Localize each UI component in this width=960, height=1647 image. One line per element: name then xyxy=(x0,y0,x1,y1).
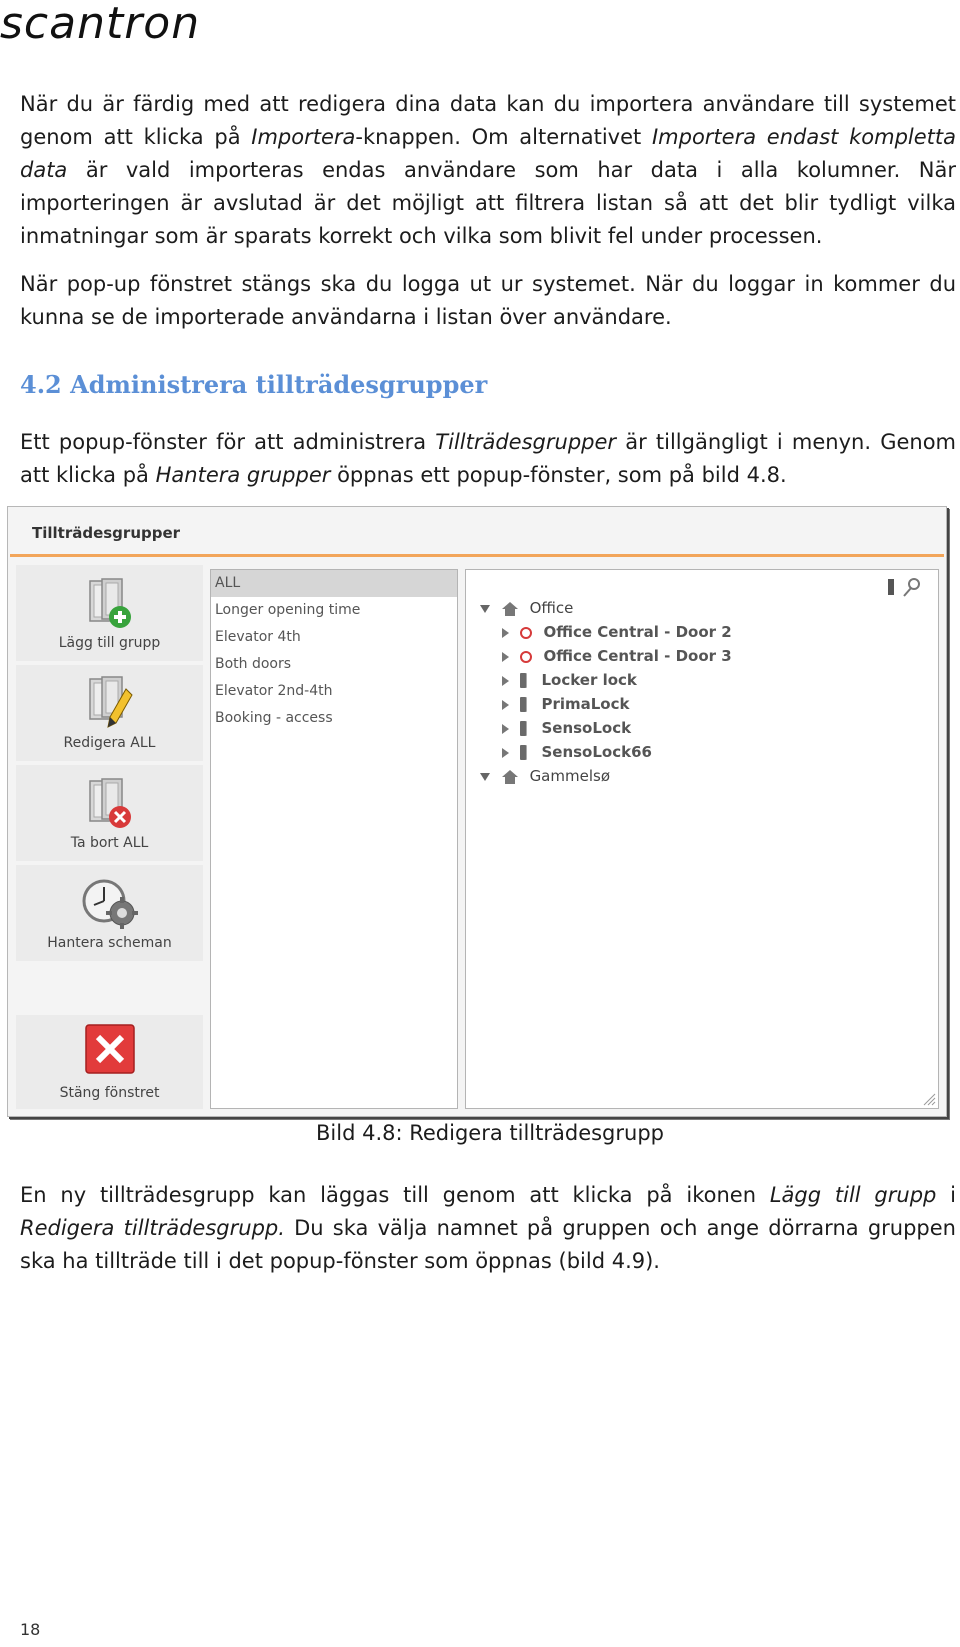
group-item[interactable]: ALL xyxy=(211,570,457,597)
tree-node-door[interactable] xyxy=(502,716,631,740)
group-item[interactable]: Both doors xyxy=(215,656,292,672)
delete-group-icon xyxy=(82,777,138,829)
access-groups-window xyxy=(7,506,947,1117)
add-group-icon xyxy=(82,577,138,629)
schedule-icon xyxy=(80,875,140,931)
tree-node-door[interactable] xyxy=(502,668,637,692)
tree-node-door[interactable] xyxy=(502,740,652,764)
text-run: -knappen. Om alternativet xyxy=(355,125,652,149)
figure-caption: Bild 4.8: Redigera tillträdesgrupp xyxy=(316,1121,664,1145)
text-italic: Redigera tillträdesgrupp. xyxy=(20,1216,285,1240)
paragraph-new-group xyxy=(20,1179,956,1278)
add-group-button[interactable] xyxy=(16,565,203,661)
window-title: Tillträdesgrupper xyxy=(32,524,181,542)
paragraph-groups xyxy=(20,426,956,492)
lock-icon xyxy=(520,673,526,688)
chevron-right-icon[interactable] xyxy=(502,748,509,758)
group-item[interactable]: Elevator 2nd-4th xyxy=(215,683,333,699)
text-run: är vald importeras endas användare som har data i alla kolumner. När importeringen är avslutad är det möjligt att filtrera listan så att det blir tydligt vilka inmatningar som är sparats korrekt och vilka som blivit fel under processen. xyxy=(20,158,956,248)
text-run: Du ska välja namnet på gruppen och ange dörrarna gruppen ska ha tillträde till i det popup-fönster som öppnas (bild 4.9). xyxy=(20,1216,956,1273)
text-italic: Importera xyxy=(251,125,356,149)
text-italic: Importera endast kompletta data xyxy=(20,125,956,182)
close-window-button[interactable] xyxy=(16,1015,203,1109)
text-run: Ett popup-fönster för att administrera xyxy=(20,430,436,454)
tree-toolbar xyxy=(884,576,928,598)
door-tree xyxy=(465,569,939,1109)
close-window-icon xyxy=(84,1023,136,1075)
text-run: öppnas ett popup-fönster, som på bild 4.8. xyxy=(330,463,787,487)
door-status-icon xyxy=(520,651,532,663)
text-italic: Lägg till grupp xyxy=(769,1183,937,1207)
tree-node-door[interactable] xyxy=(502,620,732,644)
tree-node-label: Office Central - Door 3 xyxy=(543,647,732,665)
tree-node-label: Locker lock xyxy=(541,671,637,689)
group-item[interactable]: Elevator 4th xyxy=(215,629,301,645)
group-item[interactable]: Longer opening time xyxy=(215,602,361,618)
add-group-label: Lägg till grupp xyxy=(58,635,161,651)
text-run: En ny tillträdesgrupp kan läggas till genom att klicka på ikonen xyxy=(20,1183,770,1207)
group-item[interactable]: Booking - access xyxy=(215,710,333,726)
edit-group-button[interactable] xyxy=(16,665,203,761)
manage-schedules-button[interactable] xyxy=(16,865,203,961)
chevron-right-icon[interactable] xyxy=(502,700,509,710)
manage-schedules-label: Hantera scheman xyxy=(47,935,172,951)
lock-icon xyxy=(520,745,526,760)
page-number: 18 xyxy=(20,1620,41,1639)
chevron-right-icon[interactable] xyxy=(502,676,509,686)
text-italic: Hantera grupper xyxy=(155,463,331,487)
text-run: i xyxy=(936,1183,957,1207)
text-run: är tillgängligt i menyn. Genom att klicka på xyxy=(20,430,956,487)
text-run: När du är färdig med att redigera dina data kan du importera användare till systemet genom att klicka på xyxy=(20,92,956,149)
chevron-down-icon[interactable] xyxy=(480,605,490,613)
tree-node-door[interactable] xyxy=(502,692,629,716)
chevron-right-icon[interactable] xyxy=(502,628,509,638)
tree-node-label: Gammelsø xyxy=(529,767,610,785)
house-icon xyxy=(501,769,519,785)
window-accent-bar xyxy=(10,554,944,557)
paragraph-import xyxy=(20,88,956,253)
chevron-right-icon[interactable] xyxy=(502,652,509,662)
section-heading: 4.2 Administrera tillträdesgrupper xyxy=(20,370,488,399)
group-list xyxy=(210,569,458,1109)
lock-icon xyxy=(520,721,526,736)
tree-node-label: Office xyxy=(529,599,574,617)
house-icon xyxy=(501,601,519,617)
tree-node-label: Office Central - Door 2 xyxy=(543,623,732,641)
close-window-label: Stäng fönstret xyxy=(59,1085,160,1101)
delete-group-button[interactable] xyxy=(16,765,203,861)
chevron-right-icon[interactable] xyxy=(502,724,509,734)
tree-node-office[interactable] xyxy=(480,596,573,620)
tree-node-label: PrimaLock xyxy=(541,695,630,713)
tree-node-label: SensoLock xyxy=(541,719,632,737)
text-italic: Tillträdesgrupper xyxy=(435,430,617,454)
lock-icon xyxy=(520,697,526,712)
scantron-logo: scantron xyxy=(0,0,201,49)
tree-node-door[interactable] xyxy=(502,644,732,668)
edit-group-label: Redigera ALL xyxy=(63,735,156,751)
edit-group-icon xyxy=(82,675,138,731)
tree-node-label: SensoLock66 xyxy=(541,743,652,761)
delete-group-label: Ta bort ALL xyxy=(70,835,149,851)
lock-key-icon[interactable] xyxy=(884,576,928,598)
resize-grip-icon[interactable] xyxy=(922,1092,936,1106)
chevron-down-icon[interactable] xyxy=(480,773,490,781)
paragraph-logout: När pop-up fönstret stängs ska du logga ut ur systemet. När du loggar in kommer du kunna se de importerade användarna i listan över användare. xyxy=(20,272,956,329)
door-status-icon xyxy=(520,627,532,639)
tool-sidebar xyxy=(16,565,203,1109)
tree-node-gammelso[interactable] xyxy=(480,764,610,788)
